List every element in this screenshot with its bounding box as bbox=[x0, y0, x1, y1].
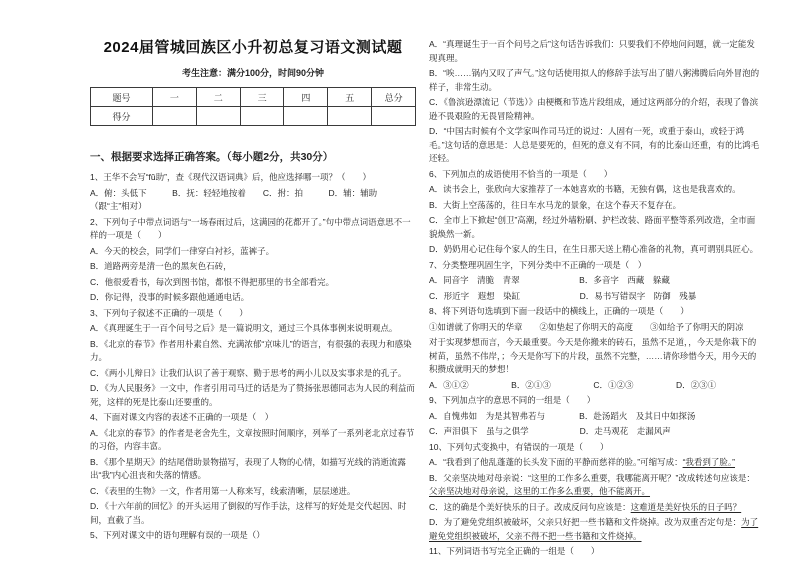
underlined-text-segment: 父亲坚决地对母亲说，这里的工作多么重要，他不能离开。 bbox=[429, 486, 651, 496]
text-segment: C．《鲁滨逊漂流记（节选）》由梗概和节选片段组成，通过这两部分的介绍，表现了鲁滨逊不畏艰险的无畏冒险精神。 bbox=[429, 97, 759, 121]
text-paragraph bbox=[429, 67, 763, 94]
text-segment: A．《真理诞生于一百个问号之后》是一篇说明文，通过三个具体事例来说明观点。 bbox=[90, 323, 398, 333]
text-paragraph bbox=[90, 171, 416, 185]
text-segment: D．“中国古时候有个文学家叫作司马迁的说过：人固有一死，或重于泰山，或轻于鸿毛。”这句话的意思是：人总是要死的，但死的意义有不同，有的比泰山还重，有的比鸿毛还轻。 bbox=[429, 126, 760, 163]
text-paragraph bbox=[90, 485, 416, 499]
text-segment: B．父亲坚决地对母亲说：“这里的工作多么重要，我哪能离开呢？”改成转述句应该是： bbox=[429, 472, 755, 483]
text-segment: B．《北京的春节》作者用朴素自然、充满浓郁“京味儿”的语言，有很强的表现力和感染力。 bbox=[90, 338, 412, 362]
score-table-cell-label: 题号 bbox=[91, 88, 153, 107]
text-paragraph bbox=[90, 322, 416, 336]
score-empty-cell bbox=[196, 107, 240, 126]
score-table-cell: 三 bbox=[240, 88, 284, 107]
text-paragraph bbox=[429, 259, 763, 273]
underlined-text-segment: “我看到了脸。” bbox=[682, 457, 736, 467]
text-segment: C．他很爱看书，每次到图书馆，都恨不得把那里的书全部看完。 bbox=[90, 276, 335, 287]
text-paragraph bbox=[90, 216, 416, 243]
score-empty-cell bbox=[328, 107, 372, 126]
text-segment: C．《表里的生物》一文，作者用第一人称来写，线索清晰，层层递进。 bbox=[90, 485, 356, 496]
score-table-score-row bbox=[91, 107, 416, 126]
text-segment: A．读书会上，张欣向大家推荐了一本她喜欢的书籍，无独有偶，这也是我喜欢的。 bbox=[429, 184, 741, 194]
text-segment: C．《两小儿辩日》让我们认识了善于观察、勤于思考的两小儿以及实事求是的孔子。 bbox=[90, 367, 407, 378]
text-paragraph bbox=[429, 456, 763, 470]
text-segment: C．这的确是个美好快乐的日子。改成反问句应该是： bbox=[429, 501, 631, 512]
text-segment: A．“真理诞生于一百个问号之后”这句话告诉我们：只要我们不停地问问题，就一定能发现真理。 bbox=[429, 39, 755, 63]
text-paragraph bbox=[429, 199, 763, 213]
text-paragraph bbox=[429, 243, 763, 257]
text-paragraph bbox=[429, 183, 763, 197]
text-segment: 7、分类整理巩固生字，下列分类中不正确的一项是（ ） bbox=[429, 259, 647, 270]
score-table-cell: 四 bbox=[284, 88, 328, 107]
text-paragraph bbox=[429, 336, 763, 377]
text-segment: B．道路两旁是清一色的黑灰色石砖， bbox=[90, 261, 232, 271]
score-table bbox=[90, 87, 416, 126]
text-segment: D．为了避免党组织被破坏，父亲只好把一些书籍和文件烧掉。改为双重否定句是： bbox=[429, 517, 742, 527]
text-segment: 8、将下列语句选填到下面一段话中的横线上，正确的一项是（ ） bbox=[429, 306, 689, 316]
text-segment: A．俯：头低下 B．抚：轻轻地按着 C．拊：拍 D．辅：辅助（跟“主”相对） bbox=[90, 187, 378, 211]
score-empty-cell bbox=[284, 107, 328, 126]
page-title: 2024届管城回族区小升初总复习语文测试题 bbox=[103, 39, 403, 56]
text-paragraph bbox=[90, 500, 416, 527]
score-table-cell: 五 bbox=[328, 88, 372, 107]
text-segment: 11、下列词语书写完全正确的一组是（ ） bbox=[429, 546, 600, 556]
text-segment: 6、下列加点的成语使用不恰当的一项是（ ） bbox=[429, 168, 613, 179]
text-paragraph bbox=[90, 150, 416, 165]
text-paragraph bbox=[90, 367, 416, 381]
score-table-cell: 一 bbox=[153, 88, 197, 107]
text-paragraph bbox=[429, 501, 763, 515]
exam-notice: 考生注意：满分100分，时间90分钟 bbox=[181, 68, 325, 78]
text-segment: A．《北京的春节》的作者是老舍先生，文章按照时间顺序，列举了一系列老北京过春节的习俗，内容丰富。 bbox=[90, 427, 415, 451]
text-paragraph bbox=[90, 187, 416, 214]
text-segment: D．《十六年前的回忆》的开头运用了倒叙的写作手法，这样写的好处是交代起因、时间，直截了当。 bbox=[90, 501, 407, 525]
score-table-row-label: 得分 bbox=[91, 107, 153, 126]
text-paragraph bbox=[90, 382, 416, 409]
score-empty-cell bbox=[240, 107, 284, 126]
text-paragraph bbox=[90, 427, 416, 454]
text-segment: A．自愧弗如 为是其智弗若与 B．赴汤蹈火 及其日中如探汤 bbox=[429, 410, 696, 421]
text-paragraph bbox=[90, 456, 416, 483]
text-paragraph bbox=[90, 245, 416, 259]
text-paragraph bbox=[429, 305, 763, 319]
text-paragraph bbox=[90, 411, 416, 425]
text-segment: A．今天的校会，同学们一律穿白衬衫，蓝裤子。 bbox=[90, 245, 275, 256]
text-paragraph bbox=[429, 168, 763, 182]
underlined-text-segment: 为了避免党组织被破坏，父亲不得不把一些书籍和文件烧掉。 bbox=[429, 517, 759, 541]
score-table-header-row bbox=[91, 88, 416, 107]
text-paragraph bbox=[90, 307, 416, 321]
text-paragraph bbox=[90, 338, 416, 365]
text-paragraph bbox=[429, 125, 763, 166]
text-segment: B．《那个星期天》的结尾借助景物描写，表现了人物的心情，如描写光线的消逝流露出“我”内心沮丧和失落的情感。 bbox=[90, 456, 406, 480]
text-paragraph bbox=[90, 291, 416, 305]
text-paragraph bbox=[429, 425, 763, 439]
text-paragraph bbox=[429, 410, 763, 424]
text-segment: 9、下列加点字的意思不同的一组是（ ） bbox=[429, 395, 596, 405]
text-paragraph bbox=[429, 441, 763, 455]
text-segment: B．大街上空荡荡的，往日车水马龙的景象，在这个春天不复存在。 bbox=[429, 199, 682, 210]
text-segment: D．你记得，没事的时候多跟他通通电话。 bbox=[90, 292, 250, 302]
text-segment: A．③①② B．②①③ C．①②③ D．②③① bbox=[429, 379, 717, 390]
text-segment: 对于实现梦想而言，今天最重要。今天是你搬来的砖石，虽然不足道，，今天是你栽下的树苗，虽然不伟岸，；今天是你写下的片段，虽然不完整，……请你珍惜今天，用今天的积攒成就明天的梦想！ bbox=[429, 337, 757, 374]
text-segment: C．形近字 遐想 染缸 D．易书写错误字 防御 残暴 bbox=[429, 290, 697, 301]
score-empty-cell bbox=[153, 107, 197, 126]
text-paragraph bbox=[90, 260, 416, 274]
text-paragraph bbox=[429, 290, 763, 304]
text-paragraph bbox=[429, 379, 763, 393]
text-segment: 2、下列句子中带点词语与“一场春雨过后，这满园的花都开了。”句中带点词语意思不一样的一项是（ ） bbox=[90, 216, 411, 240]
right-text-block bbox=[429, 38, 763, 559]
text-segment: B．“唉……锅内又叹了声气。”这句话使用拟人的修辞手法写出了腊八粥沸腾后向外冒泡的样子，非常生动。 bbox=[429, 68, 760, 92]
left-text-block bbox=[90, 150, 416, 543]
score-table-cell: 二 bbox=[196, 88, 240, 107]
text-segment: 5、下列对课文中的语句理解有误的一项是（） bbox=[90, 530, 265, 540]
text-paragraph bbox=[90, 529, 416, 543]
score-table-cell: 总分 bbox=[372, 88, 416, 107]
text-segment: 4、下面对课文内容的表述不正确的一项是（ ） bbox=[90, 412, 274, 422]
text-paragraph bbox=[429, 214, 763, 241]
text-segment: D．奶奶用心记住每个家人的生日，在生日那天送上精心准备的礼物，真可谓别具匠心。 bbox=[429, 244, 759, 254]
text-segment: ①如谱就了你明天的华章 ②如垫起了你明天的高度 ③如给予了你明天的阴凉 bbox=[429, 321, 744, 332]
text-segment: C．全市上下掀起“创卫”高潮，经过外墙粉刷、护栏改装、路面平整等系列改造，全市面貌焕然一新。 bbox=[429, 215, 756, 239]
text-paragraph bbox=[429, 516, 763, 543]
text-segment: D．《为人民服务》一文中，作者引用司马迁的话是为了赞扬张思德同志为人民的利益而死，这样的死是比泰山还要重的。 bbox=[90, 383, 415, 407]
text-paragraph bbox=[429, 545, 763, 559]
text-segment: 1、王华不会写“fǔ助”，查《现代汉语词典》后，他应选择哪一项？（ ） bbox=[90, 172, 371, 182]
text-paragraph bbox=[429, 321, 763, 335]
right-column bbox=[429, 36, 763, 561]
text-paragraph bbox=[429, 472, 763, 499]
text-paragraph bbox=[429, 274, 763, 288]
text-segment: 3、下列句子叙述不正确的一项是（ ） bbox=[90, 307, 248, 318]
text-segment: 一、根据要求选择正确答案。（每小题2分，共30分） bbox=[90, 151, 334, 163]
text-paragraph bbox=[90, 276, 416, 290]
underlined-text-segment: 这难道是美好快乐的日子吗？ bbox=[630, 501, 742, 512]
text-segment: A．“我看到了他乱蓬蓬的长头发下面的平静而慈祥的脸。”可缩写成： bbox=[429, 457, 683, 467]
score-empty-cell bbox=[372, 107, 416, 126]
text-segment: A．同音字 清脆 青翠 B．多音字 西藏 躲藏 bbox=[429, 275, 670, 285]
text-paragraph bbox=[429, 38, 763, 65]
text-paragraph bbox=[429, 394, 763, 408]
text-segment: C．声泪俱下 虽与之俱学 D．走马观花 走漏风声 bbox=[429, 426, 671, 436]
text-paragraph bbox=[429, 96, 763, 123]
left-column bbox=[90, 36, 416, 545]
text-segment: 10、下列句式变换中，有错误的一项是（ ） bbox=[429, 441, 609, 452]
